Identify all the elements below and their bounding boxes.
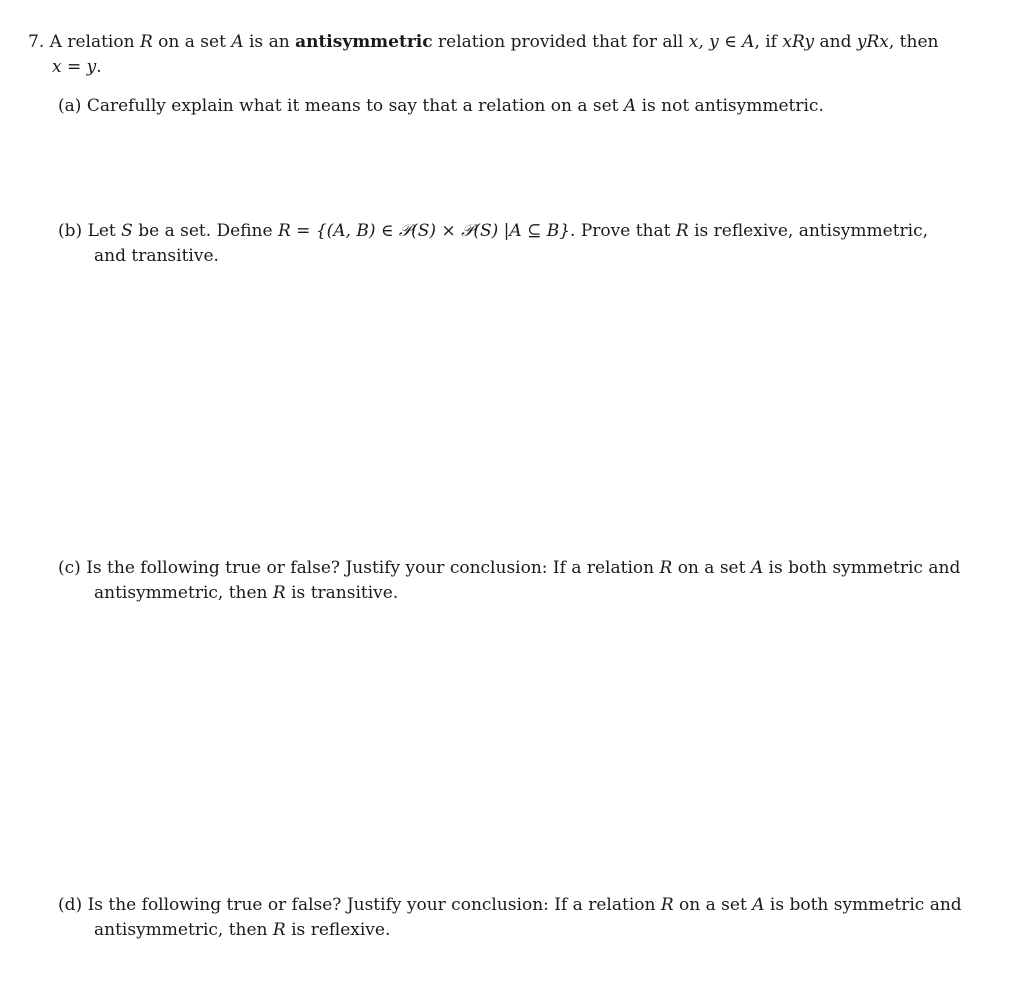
- part-c-line-1: [58, 557, 960, 579]
- intro-text: relation provided that for all: [432, 32, 689, 52]
- equality-expression: x = y: [52, 57, 97, 77]
- xry-expression: xRy: [782, 32, 815, 52]
- set-symbol: S: [121, 221, 133, 241]
- relation-symbol: R: [272, 920, 286, 940]
- intro-text: , if: [754, 32, 783, 52]
- problem-statement-line-2: [52, 56, 102, 78]
- period: .: [96, 57, 102, 77]
- part-b-label: (b): [58, 221, 83, 241]
- part-d-label: (d): [58, 895, 83, 915]
- part-d-text: Is the following true or false? Justify your conclusion: If a relation: [87, 895, 661, 915]
- quantifier-expression: x, y ∈ A: [688, 32, 755, 52]
- relation-symbol: R: [139, 32, 153, 52]
- part-b-text: be a set. Define: [132, 221, 278, 241]
- part-c-line-2: [94, 582, 398, 604]
- intro-text: , then: [888, 32, 939, 52]
- part-d-line-1: [58, 894, 962, 916]
- part-d-text: on a set: [673, 895, 753, 915]
- intro-text: and: [814, 32, 857, 52]
- relation-symbol: R: [272, 583, 286, 603]
- part-c-text: on a set: [672, 558, 751, 578]
- set-symbol: A: [231, 32, 244, 52]
- part-d-text: is both symmetric and: [764, 895, 962, 915]
- relation-symbol: R: [660, 895, 674, 915]
- part-c-text: Is the following true or false? Justify your conclusion: If a relation: [86, 558, 660, 578]
- relation-symbol: R: [675, 221, 689, 241]
- keyword-antisymmetric: antisymmetric: [295, 32, 433, 52]
- part-c-text: is both symmetric and: [763, 558, 961, 578]
- part-b-text: . Prove that: [570, 221, 676, 241]
- part-c-text: is transitive.: [285, 583, 399, 603]
- part-b-text: Let: [87, 221, 122, 241]
- set-symbol: A: [750, 558, 764, 578]
- set-symbol: A: [623, 96, 637, 116]
- intro-text: on a set: [152, 32, 232, 52]
- part-a: [58, 95, 824, 117]
- part-a-label: (a): [58, 96, 82, 116]
- relation-symbol: R: [659, 558, 673, 578]
- set-symbol: A: [752, 895, 765, 915]
- part-d-line-2: [94, 919, 390, 941]
- relation-definition: R = {(A, B) ∈ 𝒫(S) × 𝒫(S) |A ⊆ B}: [277, 221, 571, 241]
- part-d-text: antisymmetric, then: [94, 920, 273, 940]
- part-c-label: (c): [58, 558, 81, 578]
- part-b-text: and transitive.: [94, 246, 219, 266]
- part-d-text: is reflexive.: [285, 920, 391, 940]
- part-a-text: Carefully explain what it means to say that a relation on a set: [86, 96, 624, 116]
- part-b-line-1: [58, 220, 928, 242]
- part-b-line-2: [94, 245, 219, 267]
- intro-text: is an: [243, 32, 296, 52]
- part-a-text: is not antisymmetric.: [636, 96, 824, 116]
- problem-number: 7.: [28, 32, 45, 52]
- part-b-text: is reflexive, antisymmetric,: [688, 221, 929, 241]
- problem-statement-line-1: [28, 31, 938, 53]
- part-c-text: antisymmetric, then: [94, 583, 273, 603]
- yrx-expression: yRx: [856, 32, 889, 52]
- intro-text: A relation: [49, 32, 140, 52]
